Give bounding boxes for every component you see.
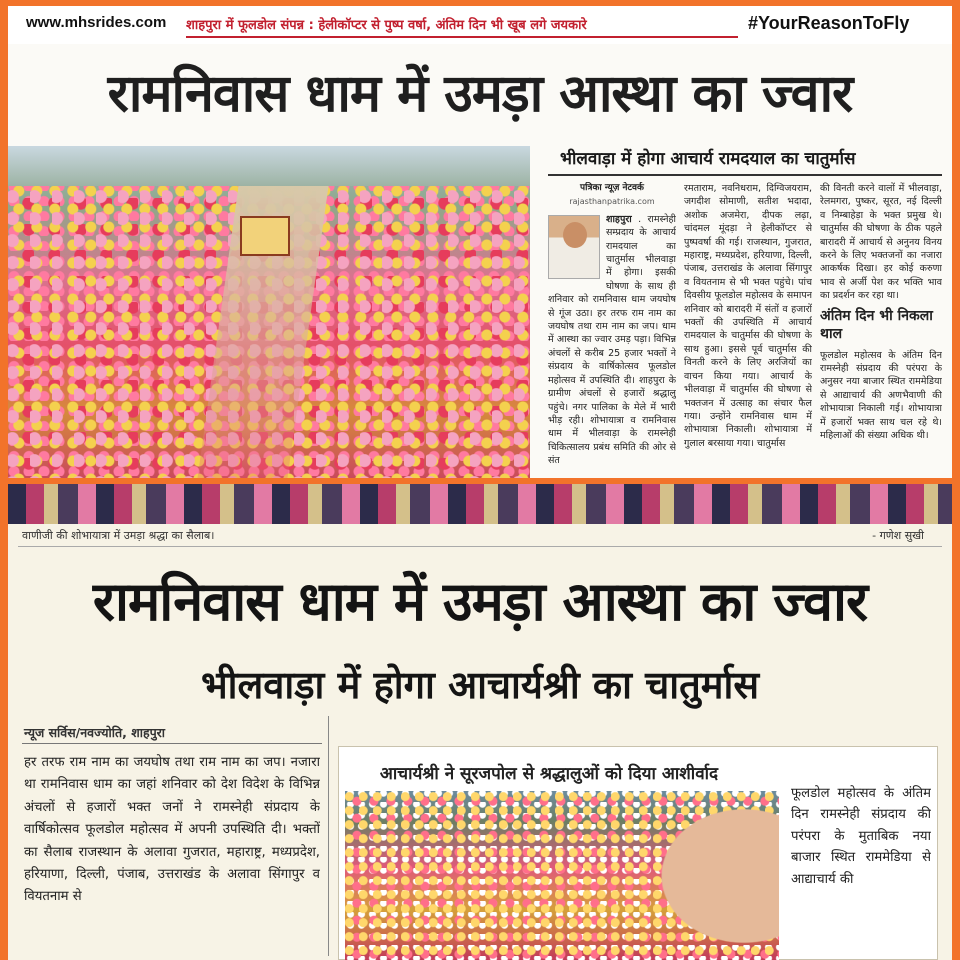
bottom-byline-rule xyxy=(22,743,322,744)
bottom-article-body: हर तरफ राम नाम का जयघोष तथा राम नाम का जप। नजारा था रामनिवास धाम का जहां शनिवार को देश विदेश के विभिन्न अंचलों से हजारों भक्त जनों ने रामस्नेही संप्रदाय के वार्षिकोत्सव फूलडोल महोत्सव में अपनी उपस्थिति दी। भक्तों का सैलाब राजस्थान के अलावा गुजरात, महाराष्ट्र, मध्यप्रदेश, हरियाणा, दिल्ली, पंजाब, उत्तराखंड के अलावा सिंगापुर व वियतनाम से xyxy=(24,755,320,905)
photo-sky xyxy=(8,146,530,186)
top-newspaper-clipping xyxy=(8,6,952,478)
column-1-text: . रामस्नेही सम्प्रदाय के आचार्य रामदयाल का चातुर्मास भीलवाड़ा में होगा। इसकी घोषणा के साथ ही शनिवार को रामनिवास धाम जयघोष से गूंज उठा। हर तरफ राम नाम का जयघोष तथा राम नाम का जप। धाम में आस्था का ज्वार उमड़ पड़ा। विभिन्न अंचलों से करीब 25 हजार भक्तों ने संप्रदाय के वार्षिकोत्सव फूलडोल महोत्सव में उपस्थिति दी। शाहपुरा के ग्रामीण अंचलों से हजारों श्रद्धालु पहुंचे। नगर पालिका के मेले में भारी भीड़ रही। शोभायात्रा व रामनिवास धाम में भीलवाड़ा के रामस्नेही चिकित्सालय प्रबंध समिति की ओर से संत xyxy=(548,213,676,467)
top-headline: रामनिवास धाम में उमड़ा आस्था का ज्वार xyxy=(107,64,853,124)
byline-website: rajasthanpatrika.com xyxy=(569,197,655,207)
photo-chariot xyxy=(240,216,290,256)
top-header-bar xyxy=(8,6,952,44)
column-3-text: की विनती करने वालों में भीलवाड़ा, रेलमगरा, पुष्कर, सूरत, नई दिल्ली व निम्बाहेड़ा के भक्त प्रमुख थे। चातुर्मास की घोषणा के ठीक पहले बारादरी में आचार्य से अनुनय विनय करने के लिए भक्तजनों का नजारा आकर्षक दिखा। हर कोई करुणा भाव से अर्जी पेश कर भक्ति भाव का प्रदर्शन कर रहा था। xyxy=(820,183,942,302)
site-url: www.mhsrides.com xyxy=(26,14,167,31)
bottom-headline: रामनिवास धाम में उमड़ा आस्था का ज्वार xyxy=(92,569,868,633)
dateline: शाहपुरा xyxy=(606,213,632,225)
photo-strip xyxy=(8,484,952,524)
top-subheadline: भीलवाड़ा में होगा आचार्य रामदयाल का चातुर्मास xyxy=(560,149,856,169)
caption-rule xyxy=(18,546,942,547)
acharya-portrait xyxy=(548,215,600,279)
photo-story-title: आचार्यश्री ने सूरजपोल से श्रद्धालुओं को दिया आशीर्वाद xyxy=(379,764,719,784)
column-divider xyxy=(328,716,329,956)
photo-story-box xyxy=(338,746,938,960)
byline: पत्रिका न्यूज़ नेटवर्क xyxy=(580,183,644,193)
article-column-1 xyxy=(548,182,676,476)
photo-credit: - गणेश सुखी xyxy=(872,529,924,542)
photo-story-text: फूलडोल महोत्सव के अंतिम दिन रामस्नेही संप्रदाय की परंपरा के मुताबिक नया बाजार स्थित राममेडिया से आद्याचार्य की xyxy=(791,786,931,887)
procession-photo xyxy=(345,791,779,960)
bottom-newspaper-clipping xyxy=(8,484,952,960)
photo-blessing-hand xyxy=(639,791,779,960)
column-2-text: रमताराम, नवनिधराम, दिग्विजयराम, जगदीश सोमाणी, सतीश भदादा, अशोक अजमेरा, दीपक लढ़ा, चांदमल मूंदड़ा ने हेलीकॉप्टर से पुष्पवर्षा की गई। राजस्थान, गुजरात, महाराष्ट्र, मध्यप्रदेश, हरियाणा, दिल्ली, पंजाब, उत्तराखंड के अलावा सिंगापुर व वियतनाम से भी भक्त पहुंचे। पांच दिवसीय फूलडोल महोत्सव के समापन शनिवार को बारादरी में संतों व हजारों भक्तों की उपस्थिति में आचार्य रामदयाल के चातुर्मास की घोषणा के साथ हुआ। इससे पूर्व चातुर्मास की विनती करने के लिए अरजियों का वाचन किया गया। आचार्य के भीलवाड़ा में चातुर्मास की घोषणा से भक्तजन में उत्साह का संचार फैल गया। उन्होंने रामनिवास धाम में शोभायात्रा निकाली। शोभायात्रा में गुलाल बरसाया गया। चातुर्मास xyxy=(684,183,812,449)
crowd-photo xyxy=(8,146,530,478)
column-3-text-2: फूलडोल महोत्सव के अंतिम दिन रामस्नेही संप्रदाय की परंपरा के अनुसर नया बाजार स्थित राममेडिया से आद्याचार्य की अणभैवाणी की शोभायात्रा निकाली गई। शोभायात्रा में हजारों भक्त साथ चल रहे थे। महिलाओं की संख्या अधिक थी। xyxy=(820,349,942,442)
article-column-2 xyxy=(684,182,812,476)
article-column-3 xyxy=(820,182,942,476)
photo-caption: वाणीजी की शोभायात्रा में उमड़ा श्रद्धा का सैलाब। xyxy=(22,529,215,542)
bottom-byline: न्यूज सर्विस/नवज्योति, शाहपुरा xyxy=(24,725,166,740)
column-3-subhead: अंतिम दिन भी निकला थाल xyxy=(820,307,933,342)
ticker-underline xyxy=(186,36,738,38)
ticker-headline: शाहपुरा में फूलडोल संपन्न : हेलीकॉप्टर से पुष्प वर्षा, अंतिम दिन भी खूब लगे जयकारे xyxy=(186,18,587,33)
subheadline-rule xyxy=(548,174,942,176)
hashtag: #YourReasonToFly xyxy=(748,13,910,33)
bottom-subheadline: भीलवाड़ा में होगा आचार्यश्री का चातुर्मास xyxy=(200,663,760,707)
